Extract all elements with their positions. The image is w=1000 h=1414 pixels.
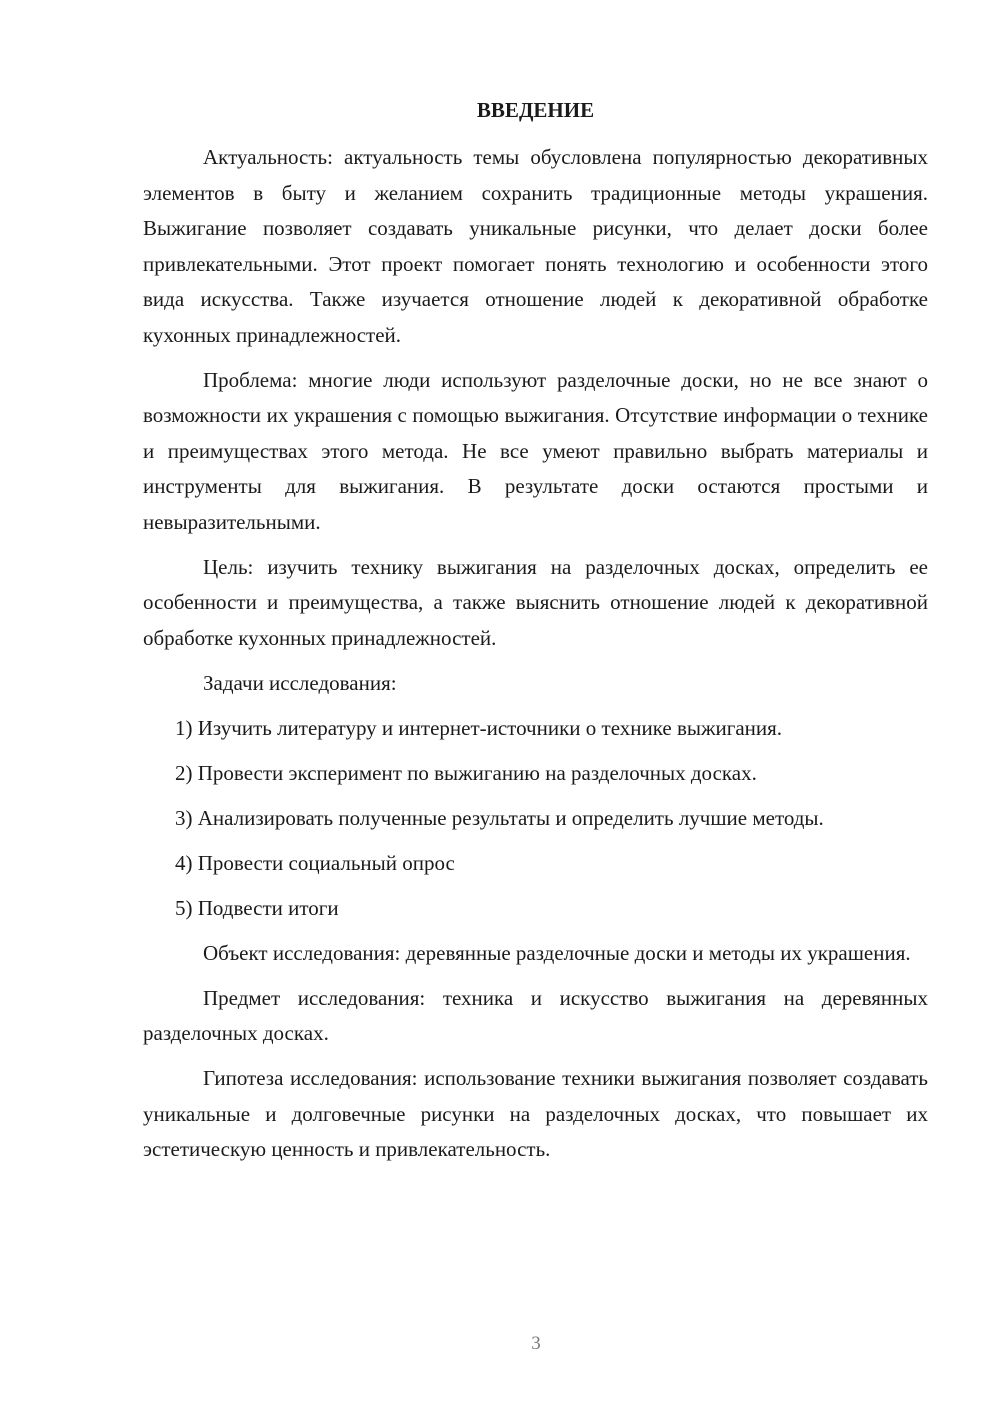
page-number: 3 — [531, 1333, 541, 1354]
task-item-2: 2) Провести эксперимент по выжиганию на разделочных досках. — [175, 760, 757, 785]
task-item-4: 4) Провести социальный опрос — [175, 850, 455, 875]
paragraph-goal: Цель: изучить технику выжигания на разделочных досках, определить ее особенности и преимущества, а также выяснить отношение людей к декоративной обработке кухонных принадлежностей. — [143, 554, 928, 650]
paragraph-object: Объект исследования: деревянные разделочные доски и методы их украшения. — [203, 940, 911, 965]
paragraph-problem: Проблема: многие люди используют разделочные доски, но не все знают о возможности их украшения с помощью выжигания. Отсутствие информации о технике и преимуществах этого метода. Не все умеют правильно выбрать материалы и инструменты для выжигания. В результате доски остаются простыми и невыразительными. — [143, 367, 928, 534]
page-title: ВВЕДЕНИЕ — [476, 98, 595, 122]
task-item-3: 3) Анализировать полученные результаты и определить лучшие методы. — [175, 805, 824, 830]
tasks-heading: Задачи исследования: — [203, 670, 397, 695]
task-item-1: 1) Изучить литературу и интернет-источники о технике выжигания. — [175, 715, 783, 740]
paragraph-relevance: Актуальность: актуальность темы обусловлена популярностью декоративных элементов в быту и желанием сохранить традиционные методы украшения. Выжигание позволяет создавать уникальные рисунки, что делает доски более привлекательными. Этот проект помогает понять технологию и особенности этого вида искусства. Также изучается отношение людей к декоративной обработке кухонных принадлежностей. — [143, 145, 928, 347]
task-item-5: 5) Подвести итоги — [175, 895, 339, 920]
paragraph-hypothesis: Гипотеза исследования: использование техники выжигания позволяет создавать уникальные и долговечные рисунки на разделочных досках, что повышает их эстетическую ценность и привлекательность. — [143, 1066, 928, 1161]
page-content — [143, 93, 928, 1177]
paragraph-subject: Предмет исследования: техника и искусство выжигания на деревянных разделочных досках. — [143, 985, 928, 1045]
